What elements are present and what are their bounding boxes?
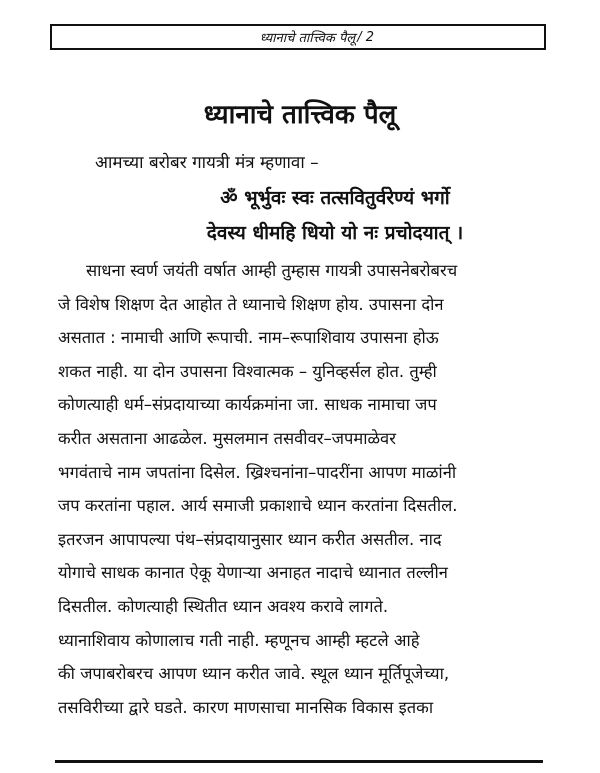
running-header-title: ध्यानाचे तात्त्विक पैलू [259, 31, 356, 46]
body-line: शकत नाही. या दोन उपासना विश्वात्मक – युनिव्हर्सल होत. तुम्ही [58, 361, 437, 381]
running-header [50, 24, 546, 50]
chapter-title: ध्यानाचे तात्त्विक पैलू [203, 100, 397, 130]
body-line: करीत असताना आढळेल. मुसलमान तसवीवर–जपमाळेवर [58, 428, 396, 448]
body-paragraph [58, 254, 543, 724]
body-line: योगाचे साधक कानात ऐकू येणाऱ्या अनाहत नादाचे ध्यानात तल्लीन [58, 563, 448, 583]
mantra-line-2: देवस्य धीमहि धियो यो नः प्रचोदयात् । [206, 222, 464, 244]
bottom-rule [55, 760, 543, 763]
page-number: 2 [365, 29, 374, 45]
body-line: कोणत्याही धर्म–संप्रदायाच्या कार्यक्रमांना जा. साधक नामाचा जप [58, 395, 437, 415]
body-line: असतात : नामाची आणि रूपाची. नाम–रूपाशिवाय उपासना होऊ [58, 328, 439, 348]
mantra-line-1: ॐ भूर्भुवः स्वः तत्सवितुर्वरेण्यं भर्गो [220, 187, 450, 209]
body-line: साधना स्वर्ण जयंती वर्षात आम्ही तुम्हास गायत्री उपासनेबरोबरच [86, 261, 458, 280]
running-header-separator: / [357, 29, 366, 45]
body-line: जे विशेष शिक्षण देत आहोत ते ध्यानाचे शिक्षण होय. उपासना दोन [58, 294, 444, 314]
body-line: इतरजन आपापल्या पंथ–संप्रदायानुसार ध्यान करीत असतील. नाद [58, 529, 442, 549]
body-line: तसविरीच्या द्वारे घडते. कारण माणसाचा मानसिक विकास इतका [58, 697, 434, 717]
body-line: जप करतांना पहाल. आर्य समाजी प्रकाशाचे ध्यान करतांना दिसतील. [58, 496, 458, 516]
body-line: की जपाबरोबरच आपण ध्यान करीत जावे. स्थूल ध्यान मूर्तिपूजेच्या, [58, 664, 450, 684]
body-line: भगवंताचे नाम जपतांना दिसेल. ख्रिश्चनांना–पादरींना आपण माळांनी [58, 462, 457, 482]
body-line: दिसतील. कोणत्याही स्थितीत ध्यान अवश्य करावे लागते. [58, 596, 389, 616]
body-line: ध्यानाशिवाय कोणालाच गती नाही. म्हणूनच आम्ही म्हटले आहे [58, 630, 420, 650]
intro-line: आमच्या बरोबर गायत्री मंत्र म्हणावा – [95, 153, 319, 173]
